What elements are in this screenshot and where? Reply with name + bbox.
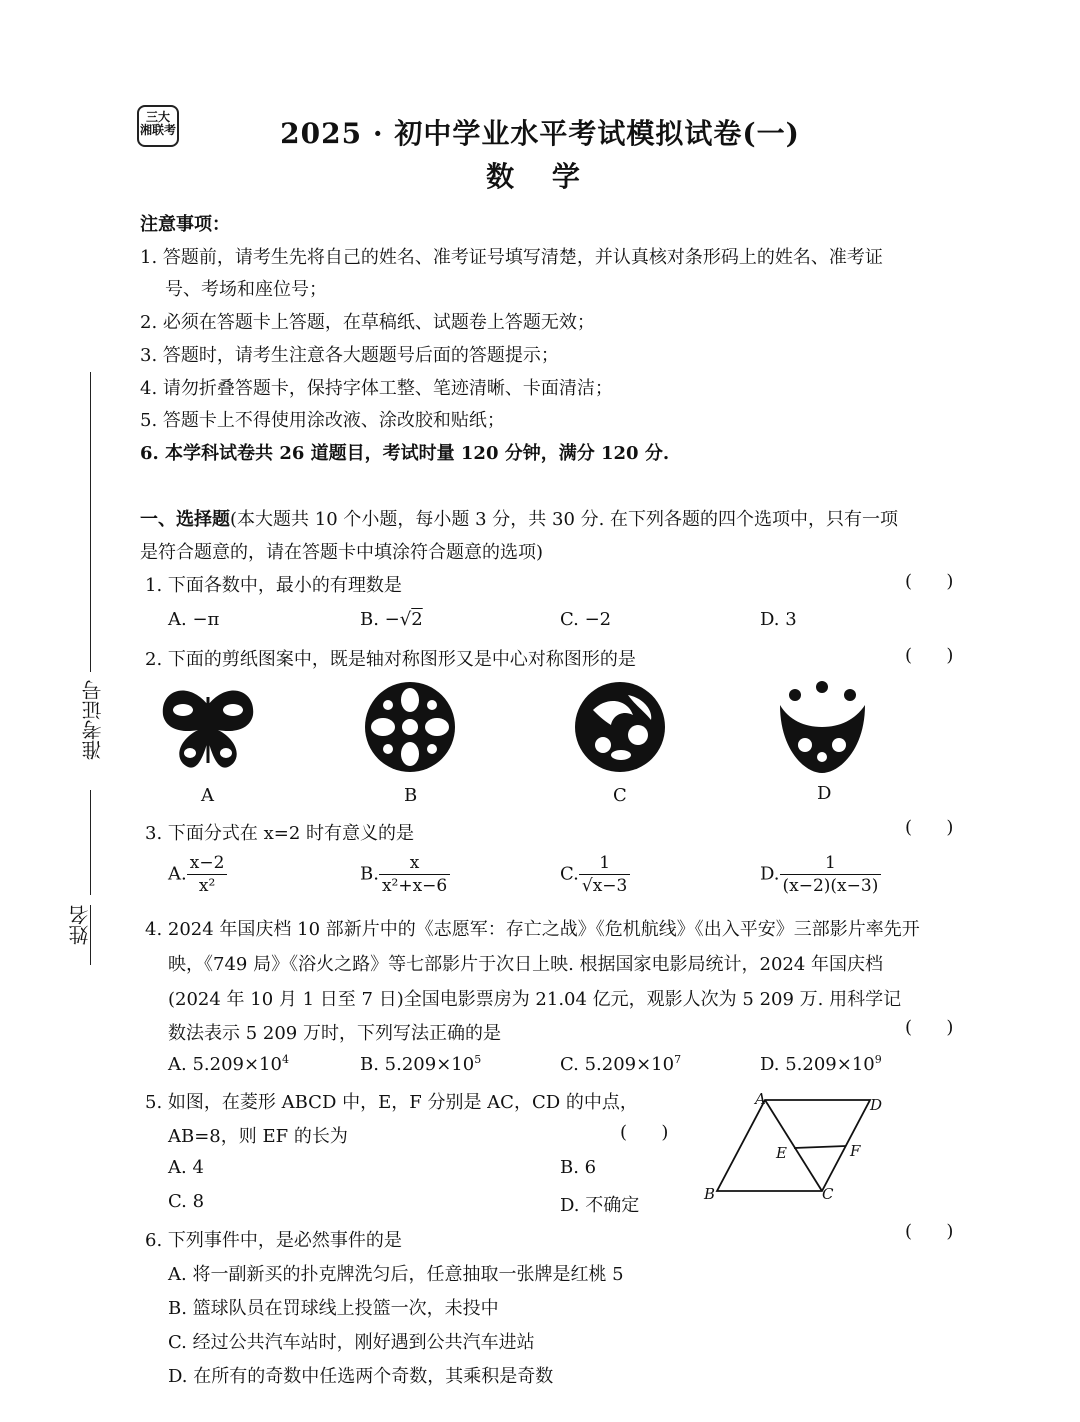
q4-option-a: A. $5.209\times 10^4$ [168,1053,289,1075]
vertex-label-d: D [870,1096,883,1114]
q3-option-b: B. $\frac{x}{\text{x²+x−6}}$ [360,852,450,897]
diagonal-ac [765,1100,822,1191]
notice-item-4: 4. 请勿折叠答题卡，保持字体工整、笔迹清晰、卡面清洁； [140,378,613,399]
q5-answer-blank: ( ) [620,1122,669,1143]
q4-option-c: C. $5.209\times 10^7$ [560,1053,682,1075]
q2-label-c: C [613,785,627,806]
q1-option-a: A. −π [168,609,220,630]
section1-heading: 一、选择题(本大题共 10 个小题，每小题 3 分，共 30 分. 在下列各题的四个选项中，只有一项 [140,509,899,530]
q4-line-3: (2024 年 10 月 1 日至 7 日)全国电影票房为 21.04 亿元，观影人次为 5 209 万. 用科学记 [168,989,902,1010]
name-label: 姓名 [68,905,92,945]
q4-option-b: B. $5.209\times 10^5$ [360,1053,482,1075]
q4-line-4: 数法表示 5 209 万时，下列写法正确的是 [168,1023,501,1044]
name-line [90,905,91,965]
rhombus-figure [700,1088,890,1203]
q4-option-d: D. $5.209\times 10^9$ [760,1053,882,1075]
q5-line-1: 5. 如图，在菱形 ABCD 中，E，F 分别是 AC，CD 的中点， [145,1092,638,1113]
section1-heading-line2: 是符合题意的，请在答题卡中填涂符合题意的选项) [140,542,544,563]
phoenix-papercut-image [573,680,668,775]
point-label-f: F [850,1142,861,1160]
q5-option-b: B. 6 [560,1157,597,1178]
subject-title: 数 学 [486,160,594,193]
notice-item-3: 3. 答题时，请考生注意各大题题号后面的答题提示； [140,345,559,366]
q3-answer-blank: ( ) [905,817,954,838]
round-flower-papercut-image [363,680,458,775]
notice-heading: 注意事项： [140,214,230,235]
q6-option-d: D. 在所有的奇数中任选两个奇数，其乘积是奇数 [168,1366,554,1387]
q6-option-c: C. 经过公共汽车站时，刚好遇到公共汽车进站 [168,1332,535,1353]
q3-stem: 3. 下面分式在 x=2 时有意义的是 [145,823,415,844]
q3-option-c: C. $\frac{1}{√x-3}$ [560,852,630,897]
notice-item-1: 1. 答题前，请考生先将自己的姓名、准考证号填写清楚，并认真核对条形码上的姓名、准考证 [140,247,883,268]
q4-line-1: 4. 2024 年国庆档 10 部新片中的《志愿军：存亡之战》《危机航线》《出入平安》三部影片率先开 [145,919,920,940]
q1-option-c: C. −2 [560,609,612,630]
q1-answer-blank: ( ) [905,571,954,592]
q6-stem: 6. 下列事件中，是必然事件的是 [145,1230,402,1251]
vertex-label-a: A [755,1090,766,1108]
q2-answer-blank: ( ) [905,645,954,666]
vertex-label-b: B [704,1185,716,1203]
q5-option-a: A. 4 [168,1157,204,1178]
q5-option-d: D. 不确定 [560,1195,640,1216]
q6-option-b: B. 篮球队员在罚球线上投篮一次，未投中 [168,1298,499,1319]
point-label-e: E [776,1144,787,1162]
notice-item-6: 6. 本学科试卷共 26 道题目，考试时量 120 分钟，满分 120 分. [140,443,670,464]
q3-option-d: D. $\frac{1}{(x-2)(x-3)}$ [760,852,881,897]
publisher-logo: 三大 湘联考 [137,105,179,147]
notice-item-2: 2. 必须在答题卡上答题，在草稿纸、试题卷上答题无效； [140,312,595,333]
exam-id-line-upper [90,372,91,672]
exam-id-label: 准考证号 [81,680,105,760]
q5-option-c: C. 8 [168,1191,205,1212]
q1-stem: 1. 下面各数中，最小的有理数是 [145,575,402,596]
exam-title: 2025 · 初中学业水平考试模拟试卷(一) [280,117,800,150]
q6-answer-blank: ( ) [905,1221,954,1242]
q6-option-a: A. 将一副新买的扑克牌洗匀后，任意抽取一张牌是红桃 5 [168,1264,624,1285]
q4-answer-blank: ( ) [905,1017,954,1038]
exam-id-line-lower [90,790,91,895]
notice-item-5: 5. 答题卡上不得使用涂改液、涂改胶和贴纸； [140,410,505,431]
q2-label-d: D [817,783,832,804]
crescent-papercut-image [775,675,870,775]
q5-line-2: AB=8，则 EF 的长为 [168,1126,348,1147]
q2-label-a: A [201,785,214,806]
q1-option-b: B. −√2 [360,609,423,630]
q1-option-d: D. 3 [760,609,797,630]
q3-option-a: A. $\frac{x-2}{\text{x²}}$ [168,852,227,897]
butterfly-papercut-image [158,685,258,775]
notice-item-1-cont: 号、考场和座位号； [165,279,327,300]
q2-stem: 2. 下面的剪纸图案中，既是轴对称图形又是中心对称图形的是 [145,649,636,670]
segment-ef [794,1146,846,1148]
q2-label-b: B [404,785,418,806]
q4-line-2: 映，《749 局》《浴火之路》等七部影片于次日上映. 根据国家电影局统计，2024 年国庆档 [168,954,884,975]
vertex-label-c: C [822,1185,834,1203]
